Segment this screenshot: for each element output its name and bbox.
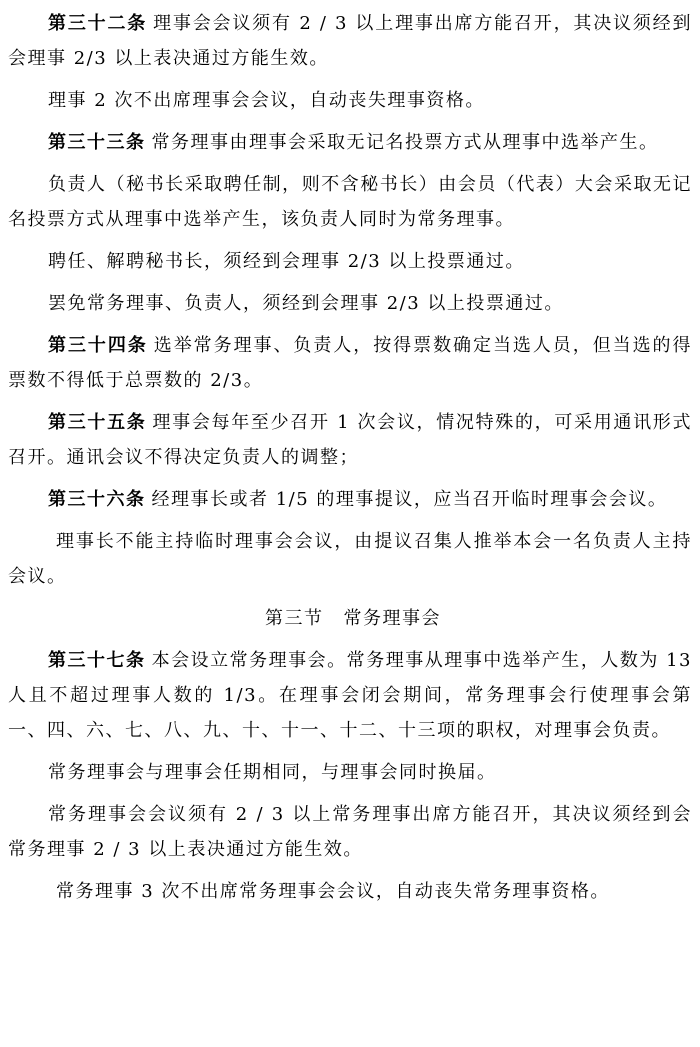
- paragraph-text: 常务理事由理事会采取无记名投票方式从理事中选举产生。: [151, 132, 659, 153]
- article-36-paragraph: [8, 482, 692, 517]
- paragraph-text: 常务理事会与理事会任期相同，与理事会同时换届。: [48, 762, 497, 783]
- article-37-absence-paragraph: [8, 874, 692, 909]
- article-33-leader-paragraph: [8, 167, 692, 237]
- section-heading: [8, 601, 692, 636]
- article-37-quorum-paragraph: [8, 797, 692, 867]
- article-33-secretary-paragraph: [8, 244, 692, 279]
- article-number: 第三十五条: [48, 412, 147, 433]
- paragraph-text: 常务理事 3 次不出席常务理事会会议，自动丧失常务理事资格。: [56, 881, 610, 902]
- article-number: 第三十六条: [48, 489, 146, 510]
- article-35-paragraph: [8, 405, 692, 475]
- article-37-term-paragraph: [8, 755, 692, 790]
- article-number: 第三十四条: [48, 335, 148, 356]
- paragraph-text: 理事会会议须有 2 / 3 以上理事出席方能召开，其决议须经到会理事 2/3 以上表决通过方能生效。: [8, 13, 693, 69]
- article-32-absence-paragraph: [8, 83, 692, 118]
- section-title: 常务理事会: [343, 608, 441, 629]
- article-33-paragraph: [8, 125, 692, 160]
- article-number: 第三十七条: [48, 650, 146, 671]
- article-33-dismissal-paragraph: [8, 286, 692, 321]
- paragraph-text: 负责人（秘书长采取聘任制，则不含秘书长）由会员（代表）大会采取无记名投票方式从理事中选举产生，该负责人同时为常务理事。: [8, 174, 692, 230]
- article-37-paragraph: [8, 643, 692, 748]
- paragraph-text: 理事 2 次不出席理事会会议，自动丧失理事资格。: [48, 90, 485, 111]
- article-32-paragraph: [8, 6, 692, 76]
- article-34-paragraph: [8, 328, 692, 398]
- paragraph-text: 常务理事会会议须有 2 / 3 以上常务理事出席方能召开，其决议须经到会常务理事 2 / 3 以上表决通过方能生效。: [8, 804, 692, 860]
- article-number: 第三十三条: [48, 132, 146, 153]
- paragraph-text: 罢免常务理事、负责人，须经到会理事 2/3 以上投票通过。: [48, 293, 564, 314]
- paragraph-text: 选举常务理事、负责人，按得票数确定当选人员，但当选的得票数不得低于总票数的 2/3。: [8, 335, 693, 391]
- section-number: 第三节: [265, 608, 324, 629]
- paragraph-text: 经理事长或者 1/5 的理事提议，应当召开临时理事会会议。: [151, 489, 668, 510]
- paragraph-text: 本会设立常务理事会。常务理事从理事中选举产生，人数为 13 人且不超过理事人数的 1/3。在理事会闭会期间，常务理事会行使理事会第一、四、六、七、八、九、十、十一、十二、十三项的职权，对理事会负责。: [8, 650, 693, 741]
- article-number: 第三十二条: [48, 13, 148, 34]
- article-36-chair-paragraph: [8, 524, 692, 594]
- paragraph-text: 聘任、解聘秘书长，须经到会理事 2/3 以上投票通过。: [48, 251, 525, 272]
- paragraph-text: 理事会每年至少召开 1 次会议，情况特殊的，可采用通讯形式召开。通讯会议不得决定负责人的调整；: [8, 412, 692, 468]
- paragraph-text: 理事长不能主持临时理事会会议，由提议召集人推举本会一名负责人主持会议。: [8, 531, 692, 587]
